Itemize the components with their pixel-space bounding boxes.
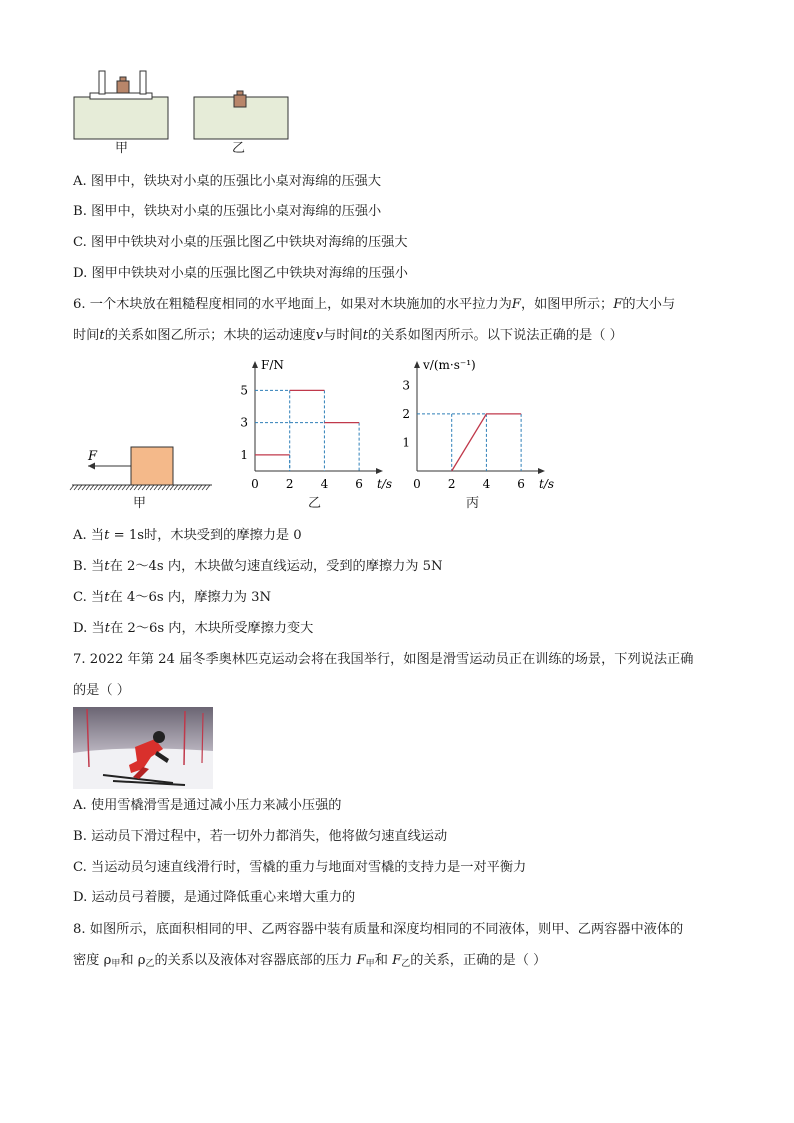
x-tick-label: 4 xyxy=(320,477,329,491)
sponge-a xyxy=(74,97,168,139)
q6-option-b: B. 当t在 2～4s 内，木块做匀速直线运动，受到的摩擦力为 5N xyxy=(73,559,443,574)
q6-fig-c-label: 丙 xyxy=(466,496,480,511)
skier-photo xyxy=(73,707,213,789)
q6-fig-a-label: 甲 xyxy=(133,496,147,511)
y-axis-label: v/(m·s⁻¹) xyxy=(423,358,476,372)
q6-option-a: A. 当t = 1s时，木块受到的摩擦力是 0 xyxy=(73,528,302,543)
q6-option-d: D. 当t在 2～6s 内，木块所受摩擦力变大 xyxy=(73,621,314,636)
iron-block-b-knob xyxy=(237,91,243,95)
x-tick-label: 2 xyxy=(285,477,294,491)
force-label: F xyxy=(88,449,98,464)
y-tick-label: 3 xyxy=(402,378,410,393)
x-tick-label: 6 xyxy=(355,477,363,491)
q7-option-d: D. 运动员弓着腰，是通过降低重心来增大重力的 xyxy=(73,890,356,905)
q5-figure xyxy=(70,66,295,142)
x-tick-label: 4 xyxy=(482,477,491,491)
q6-stem-line1: 6. 一个木块放在粗糙程度相同的水平地面上，如果对木块施加的水平拉力为F，如图甲所示；F的大小与 xyxy=(73,297,676,312)
table-leg-right xyxy=(140,71,146,94)
q5-option-d: D. 图甲中铁块对小桌的压强比图乙中铁块对海绵的压强小 xyxy=(73,266,408,281)
q7-stem-line1: 7. 2022 年第 24 届冬季奥林匹克运动会将在我国举行，如图是滑雪运动员正在训练的场景，下列说法正确 xyxy=(73,652,694,667)
wood-block xyxy=(131,447,173,485)
q6-option-c: C. 当t在 4～6s 内，摩擦力为 3N xyxy=(73,590,272,605)
velocity-line xyxy=(452,414,521,471)
y-tick-label: 2 xyxy=(402,406,410,421)
q5-option-b: B. 图甲中，铁块对小桌的压强比小桌对海绵的压强小 xyxy=(73,204,382,219)
y-tick-label: 1 xyxy=(402,435,410,450)
q7-option-a: A. 使用雪橇滑雪是通过减小压力来减小压强的 xyxy=(73,798,342,813)
iron-block-b xyxy=(234,95,246,107)
y-tick-label: 3 xyxy=(240,415,248,430)
q7-option-c: C. 当运动员匀速直线滑行时，雪橇的重力与地面对雪橇的支持力是一对平衡力 xyxy=(73,860,527,875)
iron-block-a xyxy=(117,81,129,93)
y-tick-label: 5 xyxy=(240,383,248,398)
x-axis-arrow xyxy=(376,468,383,474)
q7-option-b: B. 运动员下滑过程中，若一切外力都消失，他将做匀速直线运动 xyxy=(73,829,448,844)
q5-fig-label-a: 甲 xyxy=(115,141,129,156)
q5-option-a: A. 图甲中，铁块对小桌的压强比小桌对海绵的压强大 xyxy=(73,174,382,189)
q7-stem-line2: 的是（ ） xyxy=(73,683,130,698)
x-tick-label: 0 xyxy=(251,477,259,491)
q6-chart-force xyxy=(235,355,393,495)
x-axis-label: t/s xyxy=(539,477,555,491)
iron-block-a-knob xyxy=(120,77,126,81)
q6-fig-b-label: 乙 xyxy=(308,496,322,511)
table-leg-left xyxy=(99,71,105,94)
x-axis-label: t/s xyxy=(377,477,393,491)
q6-fig-a xyxy=(70,440,215,496)
x-tick-label: 0 xyxy=(413,477,421,491)
x-axis-arrow xyxy=(538,468,545,474)
q5-option-c: C. 图甲中铁块对小桌的压强比图乙中铁块对海绵的压强大 xyxy=(73,235,408,250)
y-tick-label: 1 xyxy=(240,447,248,462)
ground-hatch xyxy=(70,485,210,490)
q8-stem-line2: 密度 $\rho_甲$和 $\rho_乙$的关系以及液体对容器底部的压力 $F_甲$和 $F_乙$的关系，正确的是（ ） xyxy=(73,953,547,969)
y-axis-label: F/N xyxy=(261,358,284,372)
q5-fig-label-b: 乙 xyxy=(232,141,246,156)
x-tick-label: 6 xyxy=(517,477,525,491)
q8-stem-line1: 8. 如图所示，底面积相同的甲、乙两容器中装有质量和深度均相同的不同液体，则甲、乙两容器中液体的 xyxy=(73,922,684,937)
y-axis-arrow xyxy=(252,361,258,368)
x-tick-label: 2 xyxy=(447,477,456,491)
q6-chart-velocity xyxy=(395,355,555,495)
q6-stem-line2: 时间t的关系如图乙所示；木块的运动速度v与时间t的关系如图丙所示。以下说法正确的是（ ） xyxy=(73,328,623,343)
y-axis-arrow xyxy=(414,361,420,368)
